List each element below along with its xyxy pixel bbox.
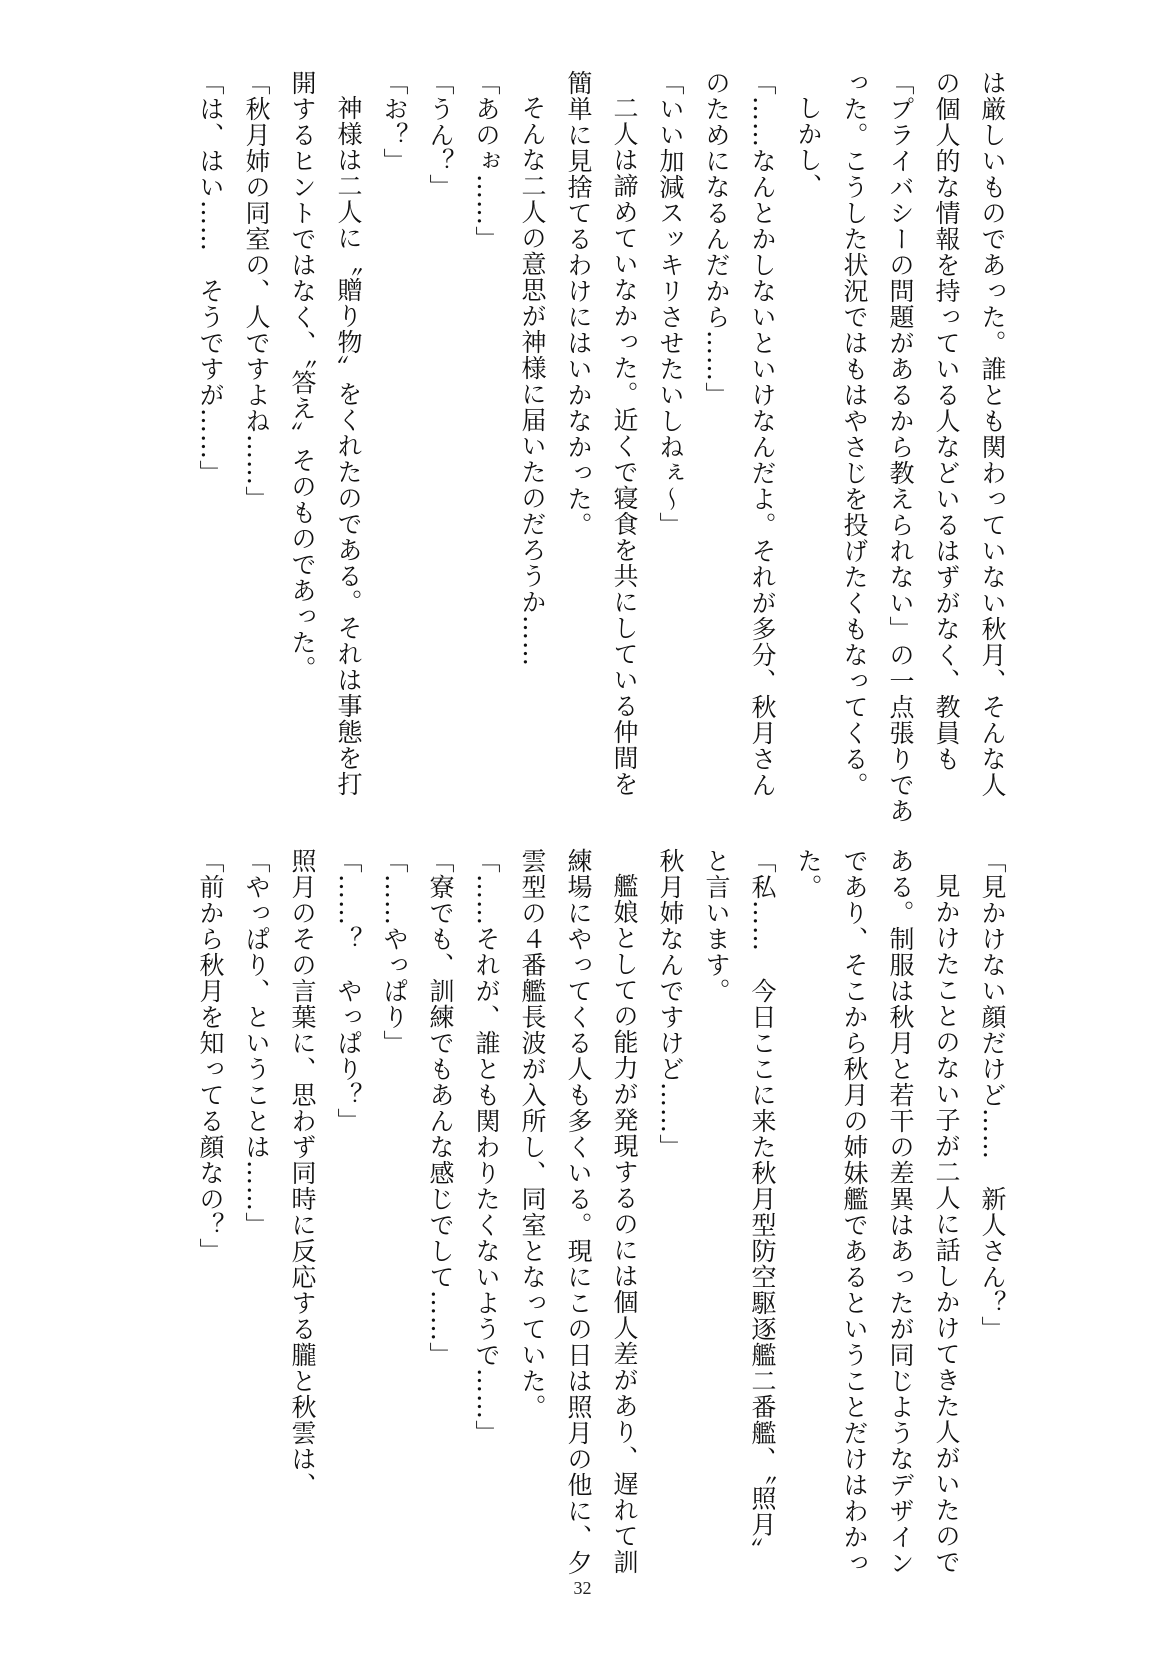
text-line: 秋月姉なんですけど……」: [656, 848, 685, 1160]
bottom-text-block: [135, 848, 1015, 1576]
text-line: 練場にやってくる人も多くいる。現にこの日は照月の他に、夕: [564, 848, 593, 1576]
text-line: 「見かけない顔だけど…… 新人さん？」: [978, 848, 1007, 1342]
text-line: 簡単に見捨てるわけにはいかなかった。: [564, 70, 593, 538]
text-line: 二人は諦めていなかった。近くで寝食を共にしている仲間を: [610, 95, 639, 797]
text-line: しかし、: [794, 95, 823, 199]
top-text-block: [135, 70, 1015, 824]
text-line: 「寮でも、訓練でもあんな感じでして……」: [426, 848, 455, 1368]
text-line: 「秋月姉の同室の、人ですよね……」: [242, 70, 271, 512]
text-line: 艦娘としての能力が発現するのには個人差があり、遅れて訓: [610, 873, 639, 1575]
text-line: のためになるんだから……」: [702, 70, 731, 408]
text-line: 「……それが、誰とも関わりたくないようで……」: [472, 848, 501, 1446]
text-line: 「やっぱり、ということは……」: [242, 848, 271, 1238]
text-line: った。こうした状況ではもはやさじを投げたくもなってくる。: [840, 70, 869, 798]
text-line: は厳しいものであった。誰とも関わっていない秋月、そんな人: [978, 70, 1007, 798]
text-line: 雲型の４番艦長波が入所し、同室となっていた。: [518, 848, 547, 1420]
text-line: 「私…… 今日ここに来た秋月型防空駆逐艦二番艦、〝照月〟: [748, 848, 777, 1564]
page-number: 32: [573, 1578, 592, 1598]
text-line: 開するヒントではなく、〝答え〟そのものであった。: [288, 70, 317, 682]
text-line: 「……やっぱり」: [380, 848, 409, 1056]
text-line: 見かけたことのない子が二人に話しかけてきた人がいたので: [932, 873, 961, 1575]
text-line: そんな二人の意思が神様に届いたのだろうか……: [518, 95, 547, 667]
text-line: 照月のその言葉に、思わず同時に反応する朧と秋雲は、: [288, 848, 317, 1498]
text-line: 「いい加減スッキリさせたいしねぇ～」: [656, 70, 685, 538]
text-line: 「……？ やっぱり？」: [334, 848, 363, 1134]
text-line: と言います。: [702, 848, 731, 1004]
text-line: 「お？」: [380, 70, 409, 174]
text-line: であり、そこから秋月の姉妹艦であるということだけはわかっ: [840, 848, 869, 1576]
text-line: 「うん？」: [426, 70, 455, 200]
text-line: 「前から秋月を知ってる顔なの？」: [196, 848, 225, 1264]
text-line: 「プライバシーの問題があるから教えられない」の一点張りであ: [886, 70, 915, 824]
text-line: た。: [794, 848, 823, 900]
text-line: ある。制服は秋月と若干の差異はあったが同じようなデザイン: [886, 848, 915, 1576]
text-line: 「……なんとかしないといけなんだよ。それが多分、秋月さん: [748, 70, 777, 798]
text-line: の個人的な情報を持っている人などいるはずがなく、教員も: [932, 70, 961, 772]
text-line: 「あのぉ……」: [472, 70, 501, 252]
text-line: 神様は二人に〝贈り物〟をくれたのである。それは事態を打: [334, 95, 363, 797]
text-line: 「は、はい…… そうですが……」: [196, 70, 225, 486]
